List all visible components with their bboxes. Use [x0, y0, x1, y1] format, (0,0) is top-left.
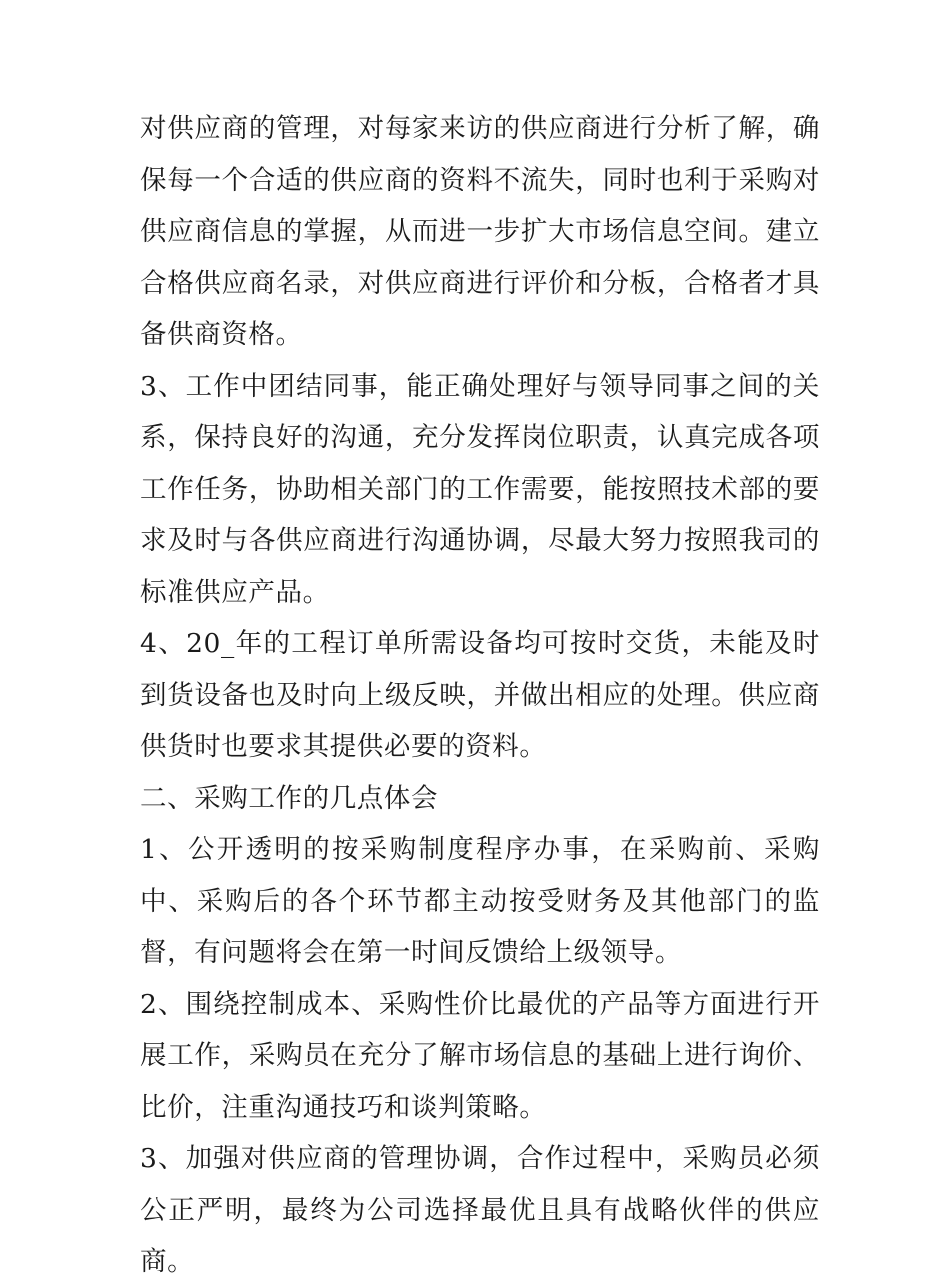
paragraph-item-3-coordination: 3、加强对供应商的管理协调，合作过程中，采购员必须公正严明，最终为公司选择最优且具有战略伙伴的供应商。 [140, 1143, 820, 1277]
section-heading-experience: 二、采购工作的几点体会 [140, 782, 439, 814]
paragraph-item-2-cost-control: 2、围绕控制成本、采购性价比最优的产品等方面进行开展工作，采购员在充分了解市场信息的基础上进行询价、比价，注重沟通技巧和谈判策略。 [140, 988, 820, 1123]
paragraph-item-1-transparency: 1、公开透明的按采购制度程序办事，在采购前、采购中、采购后的各个环节都主动按受财务及其他部门的监督，有问题将会在第一时间反馈给上级领导。 [140, 834, 820, 968]
paragraph-item-4-orders: 4、20_年的工程订单所需设备均可按时交货，未能及时到货设备也及时向上级反映，并做出相应的处理。供应商供货时也要求其提供必要的资料。 [140, 628, 820, 762]
document-body [140, 103, 820, 1288]
paragraph-supplier-management: 对供应商的管理，对每家来访的供应商进行分析了解，确保每一个合适的供应商的资料不流失，同时也利于采购对供应商信息的掌握，从而进一步扩大市场信息空间。建立合格供应商名录，对供应商进行评价和分板，合格者才具备供商资格。 [140, 113, 820, 350]
paragraph-item-3-teamwork: 3、工作中团结同事，能正确处理好与领导同事之间的关系，保持良好的沟通，充分发挥岗位职责，认真完成各项工作任务，协助相关部门的工作需要，能按照技术部的要求及时与各供应商进行沟通协调，尽最大努力按照我司的标准供应产品。 [140, 370, 820, 608]
